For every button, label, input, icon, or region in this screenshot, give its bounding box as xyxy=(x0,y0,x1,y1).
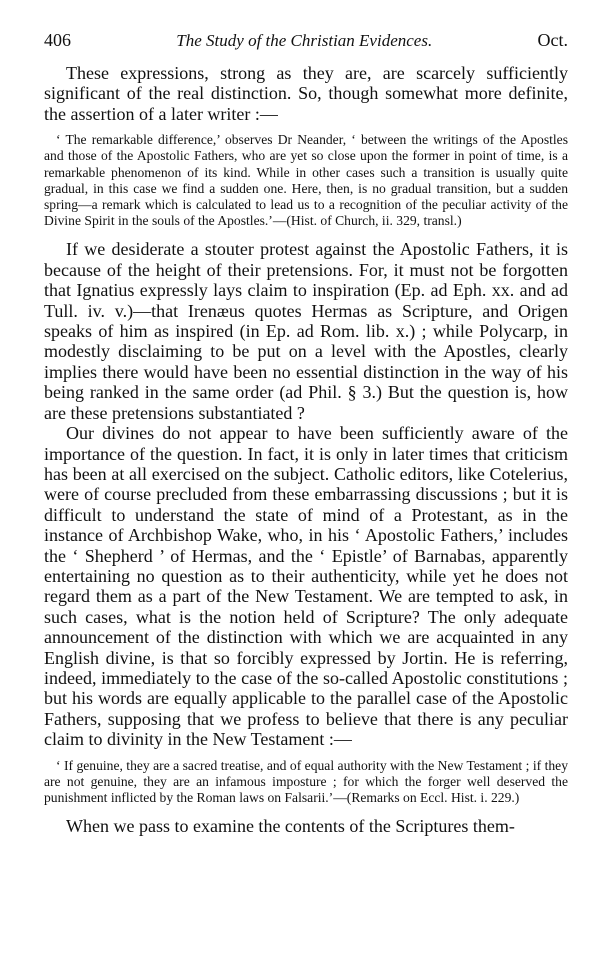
page xyxy=(44,30,568,837)
paragraph-2: If we desiderate a stouter protest against the Apostolic Fathers, it is because of the height of their pretensions. For, it must not be forgotten that Ignatius expressly lays claim to inspiration (Ep. ad Eph. xx. and ad Tull. iv. v.)—that Irenæus quotes Hermas as Scripture, and Origen speaks of him as inspired (in Ep. ad Rom. lib. x.) ; while Polycarp, in modestly disclaiming to be put on a level with the Apostles, clearly implies there would have been no essential distinction in the way of his being ranked in the same order (ad Phil. § 3.) But the question is, how are these pretensions substantiated ? xyxy=(44,239,568,423)
paragraph-4: When we pass to examine the contents of the Scriptures them- xyxy=(66,816,515,837)
running-header xyxy=(44,30,568,51)
block-quote-jortin: ‘ If genuine, they are a sacred treatise, and of equal authority with the New Testament ; if they are not genuine, they are an infamous imposture ; for which the forger well deserved the punishment inflicted by the Roman laws on Falsarii.’—(Remarks on Eccl. Hist. i. 229.) xyxy=(44,757,568,805)
block-quote-neander: ‘ The remarkable difference,’ observes Dr Neander, ‘ between the writings of the Apostles and those of the Apostolic Fathers, who are yet so close upon the former in point of time, is a remarkable phenomenon of its kind. While in other cases such a transition is usually quite gradual, in this case we find a sudden one. Here, then, is no gradual transition, but a sudden spring—a remark which is calculated to lead us to a recognition of the peculiar activity of the Divine Spirit in the souls of the Apostles.’—(Hist. of Church, ii. 329, transl.) xyxy=(44,132,568,229)
page-number: 406 xyxy=(44,30,71,50)
header-month: Oct. xyxy=(537,30,568,50)
paragraph-1: These expressions, strong as they are, are scarcely sufficiently significant of the real distinction. So, though somewhat more definite, the assertion of a later writer :— xyxy=(44,63,568,124)
paragraph-3: Our divines do not appear to have been sufficiently aware of the importance of the question. In fact, it is only in later times that criticism has been at all exercised on the subject. Catholic editors, like Cotelerius, were of course precluded from these embarrassing discussions ; but it is difficult to understand the state of mind of a Protestant, as in the instance of Archbishop Wake, who, in his ‘ Apostolic Fathers,’ includes the ‘ Shepherd ’ of Hermas, and the ‘ Epistle’ of Barnabas, apparently entertaining no question as to their authenticity, while yet he does not regard them as a part of the New Testament. We are tempted to ask, in such cases, what is the notion held of Scripture? The only adequate announcement of the distinction with which we are acquainted in any English divine, is that so forcibly expressed by Jortin. He is referring, indeed, immediately to the case of the so-called Apostolic constitutions ; but his words are equally applicable to the parallel case of the Apostolic Fathers, supposing that we profess to believe that there is any peculiar claim to divinity in the New Testament :— xyxy=(44,423,568,750)
running-title: The Study of the Christian Evidences. xyxy=(176,31,433,50)
